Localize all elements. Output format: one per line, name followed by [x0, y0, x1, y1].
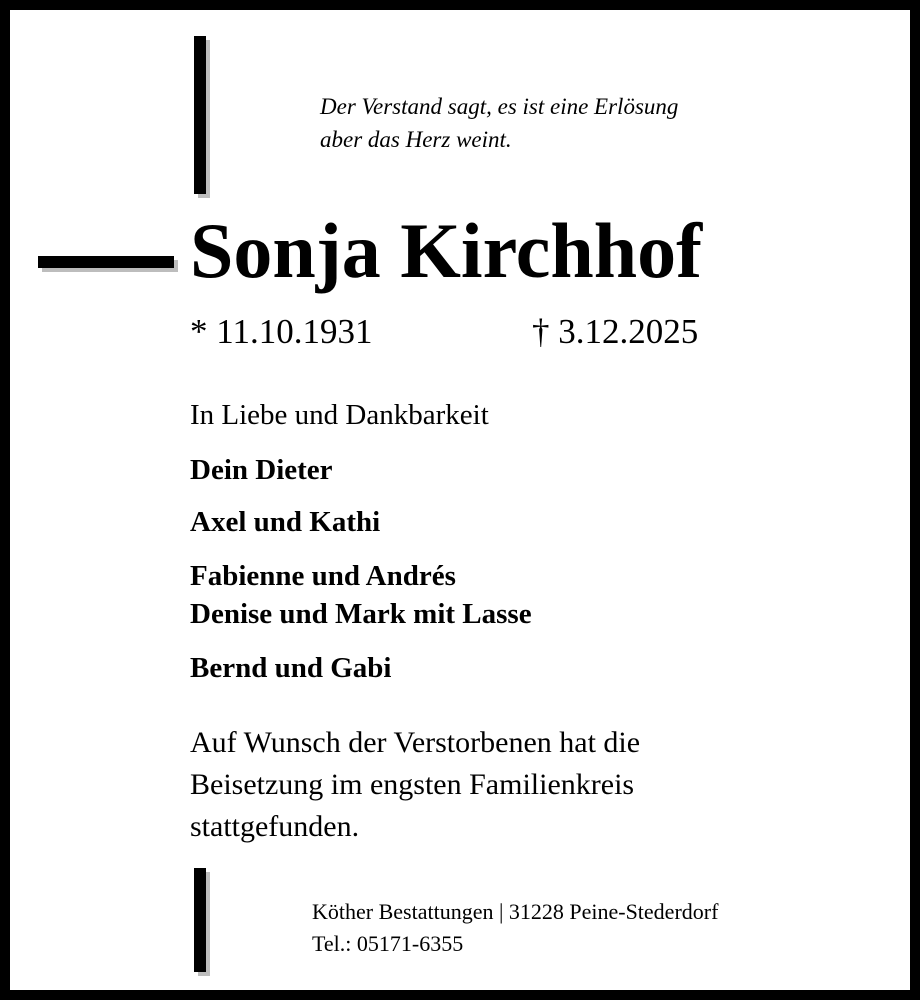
mourner-item: Fabienne und Andrés — [190, 560, 456, 592]
quote-line-2: aber das Herz weint. — [320, 127, 512, 152]
funeral-notice — [190, 722, 640, 848]
deceased-name: Sonja Kirchhof — [190, 207, 703, 294]
funeral-home-info — [312, 896, 718, 960]
mourner-item: Axel und Kathi — [190, 506, 381, 538]
cross-horizontal-bar — [38, 256, 174, 268]
mourner-item: Bernd und Gabi — [190, 652, 392, 684]
cross-vertical-top-bar — [194, 36, 206, 194]
mourner-item: Dein Dieter — [190, 454, 333, 486]
notice-line-1: Auf Wunsch der Verstorbenen hat die — [190, 726, 641, 759]
birth-date: * 11.10.1931 — [190, 312, 373, 351]
memorial-quote — [320, 90, 678, 156]
cross-vertical-bottom-bar — [194, 868, 206, 972]
death-date: † 3.12.2025 — [532, 312, 699, 351]
notice-line-3: stattgefunden. — [190, 810, 360, 843]
funeral-home-phone: Tel.: 05171-6355 — [312, 931, 464, 956]
dedication-text: In Liebe und Dankbarkeit — [190, 399, 489, 431]
quote-line-1: Der Verstand sagt, es ist eine Erlösung — [320, 94, 679, 119]
funeral-home-address: Köther Bestattungen | 31228 Peine-Stederdorf — [312, 899, 719, 924]
notice-line-2: Beisetzung im engsten Familienkreis — [190, 768, 635, 801]
mourner-item: Denise und Mark mit Lasse — [190, 598, 532, 630]
